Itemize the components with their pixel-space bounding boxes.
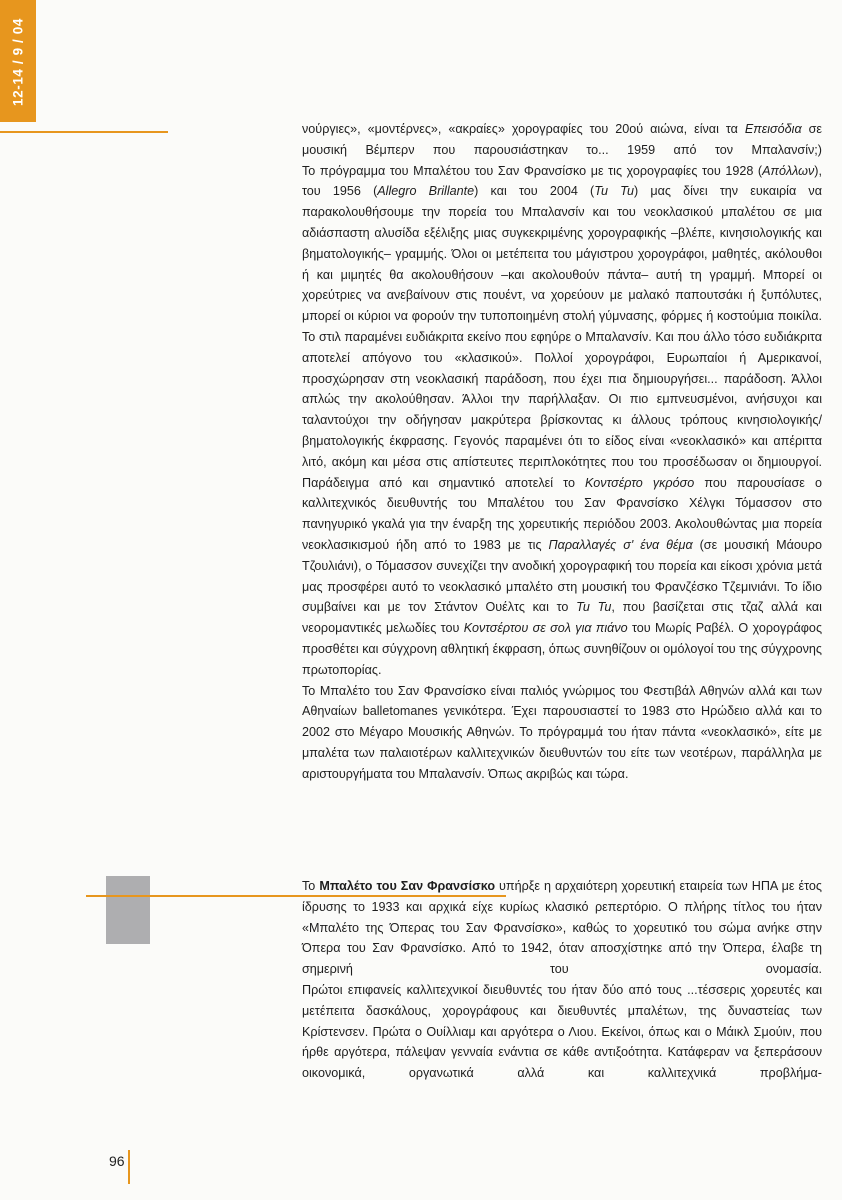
history-paragraph-2: Πρώτοι επιφανείς καλλιτεχνικοί διευθυντές του ήταν δύο από τους ...τέσσερις χορευτές και μετέπειτα δασκάλους, χορογράφους και διευθυντές μπαλέτων, της δυναστείας των Κρίστενσεν. Πρώτα ο Ουίλλιαμ και αργότερα ο Λιου. Εκείνοι, όπως και ο Μάικλ Σμούιν, που ήρθε αργότερα, πάλεψαν γενναία ενάντια σε κάθε αντιξοότητα. Κατάφεραν να ξεπεράσουν οικονομικά, οργανωτικά αλλά και καλλιτεχνικά προβλήμα-	[302, 982, 822, 1081]
article-paragraph-2: Το πρόγραμμα του Μπαλέτου του Σαν Φρανσίσκο με τις χορογραφίες του 1928 (Απόλλων), του 1956 (Allegro Brillante) και του 2004 (Tu Tu) μας δίνει την ευκαιρία να παρακολουθήσουμε την πορεία του Μπαλανσίν και του νεοκλασικού μπαλέτου σε μια αδιάσπαστη αλυσίδα εξέλιξης μιας συγκεκριμένης χορογραφικής –βλέπε, κινησιολογικής και βηματολογικής– γραμμής. Όλοι οι μετέπειτα του μάγιστρου χορογράφοι, μαθητές, ακόλουθοι ή και μιμητές θα ακολουθήσουν –και ακολουθούν πάντα– αυτή τη γραμμή. Μπορεί οι χορεύτριες να ανεβαίνουν στις πουέντ, να χορεύουν με μαλακό παπουτσάκι ή ξυπόλυτες, μπορεί οι κύριοι να φορούν την τυποποιημένη στολή γύμνασης, φόρμες ή κοστούμια ποικίλα. Το στιλ παραμένει ευδιάκριτα εκείνο που εφηύρε ο Μπαλανσίν. Και που άλλο τόσο ευδιάκριτα αποτελεί απόγονο του «κλασικού». Πολλοί χορογράφοι, Ευρωπαίοι ή Αμερικανοί, προσχώρησαν στη νεοκλασική παράδοση, που έχει πια δημιουργήσει... παράδοση. Άλλοι απλώς την ακολούθησαν. Άλλοι την παρήλλαξαν. Οι πιο εμπνευσμένοι, ανήσυχοι και ταλαντούχοι την οδήγησαν μακρύτερα βρίσκοντας κι άλλους τρόπους κινησιολογικής/βηματολογικής έκφρασης. Γεγονός παραμένει ότι το είδος είναι «νεοκλασικό» και απέριττα λιτό, ακόμη και μέσα στις απίστευτες περιπλοκότητες που του προσέδωσαν οι δημιουργοί. Παράδειγμα από και σημαντικό αποτελεί το Κοντσέρτο γκρόσο που παρουσίασε ο καλλιτεχνικός διευθυντής του Μπαλέτου του Σαν Φρανσίσκο Χέλγκι Τόμασσον στο πανηγυρικό γκαλά για την έναρξη της χορευτικής περιόδου 2003. Ακολουθώντας μια πορεία νεοκλασικισμού ήδη από το 1983 με τις Παραλλαγές σ' ένα θέμα (σε μουσική Μάουρο Τζουλιάνι), ο Τόμασσον συνεχίζει την ανοδική χορογραφική του πορεία και είκοσι χρόνια μετά μας προσφέρει αυτό το νεοκλασικό μπαλέτο στη μουσική του Φρανζέσκο Τζεμινιάνι. Το ίδιο συμβαίνει και με τον Στάντον Ουέλτς και το Tu Tu, που βασίζεται στις τζαζ αλλά και νεορομαντικές μελωδίες του Κοντσέρτου σε σολ για πιάνο του Μωρίς Ραβέλ. Ο χορογράφος προσθέτει και σύγχρονη αθλητική έκφραση, όπως συνηθίζουν οι ομόλογοί του της σύγχρονης πρωτοπορίας.	[302, 163, 823, 677]
top-accent-rule	[0, 131, 168, 133]
page-number-rule	[128, 1150, 130, 1184]
page-number: 96	[109, 1153, 125, 1169]
date-tab-label: 12-14 / 9 / 04	[10, 18, 26, 106]
article-paragraph-1: νούργιες», «μοντέρνες», «ακραίες» χορογραφίες του 20ού αιώνα, είναι τα Επεισόδια σε μουσική Βέμπερν που παρουσιάστηκαν το... 1959 από τον Μπαλανσίν;)	[302, 122, 822, 157]
date-tab	[0, 0, 36, 122]
article-paragraph-3: Το Μπαλέτο του Σαν Φρανσίσκο είναι παλιός γνώριμος του Φεστιβάλ Αθηνών αλλά και των Αθηναίων balletomanes γενικότερα. Έχει παρουσιαστεί το 1983 στο Ηρώδειο αλλά και το 2002 στο Μέγαρο Μουσικής Αθηνών. Το πρόγραμμά του ήταν πάντα «νεοκλασικό», είτε με μπαλέτα των παλαιοτέρων καλλιτεχνικών διευθυντών του είτε των νεοτέρων, παράλληλα με αριστουργήματα του Μπαλανσίν. Όπως ακριβώς και τώρα.	[302, 683, 822, 781]
history-column	[302, 876, 822, 1084]
section-marker-block	[106, 876, 150, 944]
article-column	[302, 119, 822, 785]
history-paragraph-1: Το Μπαλέτο του Σαν Φρανσίσκο υπήρξε η αρχαιότερη χορευτική εταιρεία των ΗΠΑ με έτος ίδρυσης το 1933 και αρχικά είχε κυρίως κλασικό ρεπερτόριο. Ο πλήρης τίτλος του ήταν «Μπαλέτο της Όπερας του Σαν Φρανσίσκο», καθώς το χορευτικό του σώμα ανήκε στην Όπερα του Σαν Φρανσίσκο. Από το 1942, όταν αποσχίστηκε από την Όπερα, έλαβε τη σημερινή του ονομασία.	[302, 879, 822, 977]
